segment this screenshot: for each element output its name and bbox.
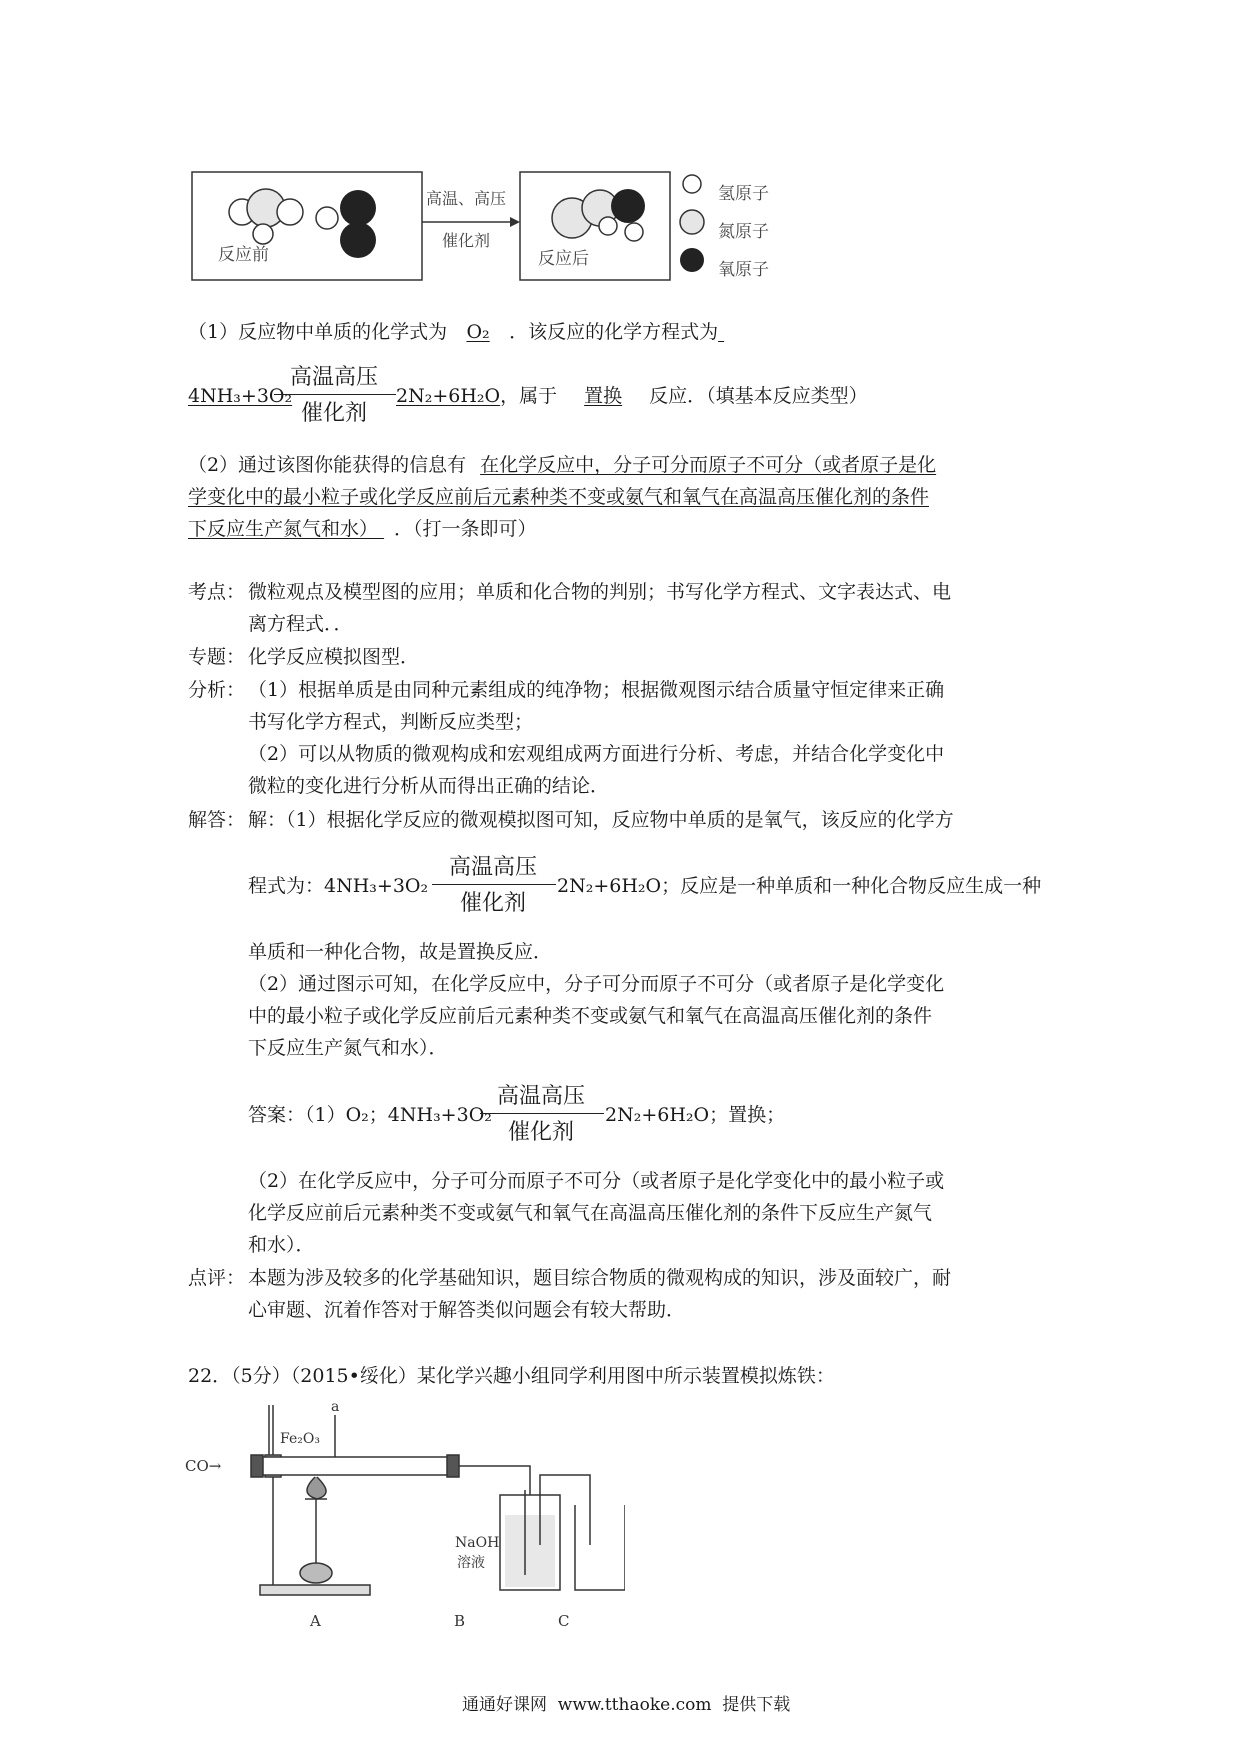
q1-cond-top: 高温高压 xyxy=(289,365,378,390)
glass-tube xyxy=(255,1457,455,1475)
apparatus-label-c: C xyxy=(558,1612,570,1630)
jieda-line6: 下反应生产氮气和水）． xyxy=(248,1037,448,1059)
jieda-label: 解答： xyxy=(188,809,246,831)
solution-label: 溶液 xyxy=(457,1555,485,1571)
legend-oxygen: 氧原子 xyxy=(718,260,769,280)
nitrogen-legend-icon xyxy=(680,210,704,234)
zhuanti-label: 专题： xyxy=(188,646,246,668)
hydrogen-atom xyxy=(625,223,643,241)
q1-eq-left: 4NH₃+3O₂ xyxy=(188,385,293,407)
fenxi-line2: 书写化学方程式，判断反应类型； xyxy=(248,711,534,733)
jieda-answer-cond-bottom: 催化剂 xyxy=(507,1120,574,1145)
q1-answer-type: 置换 xyxy=(584,385,623,407)
legend-hydrogen: 氢原子 xyxy=(718,184,769,204)
fe2o3-label: Fe₂O₃ xyxy=(280,1431,320,1447)
jieda-line4: （2）通过图示可知，在化学反应中，分子可分而原子不可分（或者原子是化学变化 xyxy=(248,973,945,995)
q2-line2: 学变化中的最小粒子或化学反应前后元素种类不变或氨气和氧气在高温高压催化剂的条件 xyxy=(188,486,930,508)
jieda-answer-suffix: 2N₂+6H₂O；置换； xyxy=(605,1104,786,1126)
oxygen-legend-icon xyxy=(680,248,704,272)
hydrogen-legend-icon xyxy=(683,175,701,193)
kaodian-label: 考点： xyxy=(188,581,246,603)
jieda-eq-prefix: 程式为：4NH₃+3O₂ xyxy=(248,875,429,897)
oxygen-atom xyxy=(340,222,376,258)
q2-line1: （2）通过该图你能获得的信息有 在化学反应中，分子可分而原子不可分（或者原子是化 xyxy=(188,454,937,476)
dianping-label: 点评： xyxy=(188,1267,246,1289)
hydrogen-atom xyxy=(253,224,273,244)
jieda-eq-bar xyxy=(432,884,556,885)
arrow-head-icon xyxy=(510,217,520,227)
jieda-line8: （2）在化学反应中，分子可分而原子不可分（或者原子是化学变化中的最小粒子或 xyxy=(248,1170,945,1192)
dianping-line1: 本题为涉及较多的化学基础知识，题目综合物质的微观构成的知识，涉及面较广，耐 xyxy=(248,1267,952,1289)
q1-eq-bar xyxy=(274,394,396,395)
legend-labels xyxy=(718,175,769,289)
dianping-line2: 心审题、沉着作答对于解答类似问题会有较大帮助． xyxy=(248,1299,686,1321)
page-footer: 通通好课网 www.tthaoke.com 提供下载 xyxy=(462,1695,791,1715)
fenxi-line3: （2）可以从物质的微观构成和宏观组成两方面进行分析、考虑，并结合化学变化中 xyxy=(248,743,945,765)
before-label: 反应前 xyxy=(218,245,269,265)
fenxi-label: 分析： xyxy=(188,679,246,701)
label-a-lower: a xyxy=(331,1399,340,1415)
jieda-line5: 中的最小粒子或化学反应前后元素种类不变或氨气和氧气在高温高压催化剂的条件 xyxy=(248,1005,933,1027)
jieda-cond-bottom: 催化剂 xyxy=(459,891,526,916)
q1-line1: （1）反应物中单质的化学式为 O₂ ．该反应的化学方程式为 xyxy=(188,321,719,343)
fenxi-line4: 微粒的变化进行分析从而得出正确的结论． xyxy=(248,775,610,797)
legend xyxy=(680,175,704,272)
jieda-line10: 和水）． xyxy=(248,1234,315,1256)
q22-heading: 22．（5分）（2015•绥化）某化学兴趣小组同学利用图中所示装置模拟炼铁： xyxy=(188,1365,835,1387)
pipe-to-b xyxy=(459,1466,530,1495)
q2-line3: 下反应生产氮气和水） ．（打一条即可） xyxy=(188,518,537,540)
jieda-eq-suffix: 2N₂+6H₂O；反应是一种单质和一种化合物反应生成一种 xyxy=(557,875,1042,897)
arrow-condition-bottom: 催化剂 xyxy=(441,231,491,250)
apparatus-label-a: A xyxy=(310,1612,321,1630)
jieda-answer-prefix: 答案：（1）O₂；4NH₃+3O₂ xyxy=(248,1104,492,1126)
oxygen-atom xyxy=(340,190,376,226)
flame xyxy=(307,1477,326,1499)
stand-base xyxy=(260,1585,370,1595)
reaction-diagram xyxy=(180,160,740,300)
naoh-label: NaOH xyxy=(455,1535,500,1551)
kaodian-line1: 微粒观点及模型图的应用；单质和化合物的判别；书写化学方程式、文字表达式、电 xyxy=(248,581,952,603)
oxygen-atom xyxy=(611,189,645,223)
jieda-answer-bar xyxy=(480,1113,604,1114)
apparatus-label-b: B xyxy=(454,1612,466,1630)
legend-nitrogen: 氮原子 xyxy=(718,222,769,242)
jieda-answer-cond-top: 高温高压 xyxy=(496,1084,585,1109)
jieda-line1: 解：（1）根据化学反应的微观模拟图可知，反应物中单质的是氧气，该反应的化学方 xyxy=(248,809,954,831)
naoh-liquid xyxy=(505,1515,555,1587)
jieda-line9: 化学反应前后元素种类不变或氨气和氧气在高温高压催化剂的条件下反应生产氮气 xyxy=(248,1202,933,1224)
q1-cond-bottom: 催化剂 xyxy=(300,401,367,426)
zhuanti-text: 化学反应模拟图型． xyxy=(248,646,420,668)
beaker-c xyxy=(575,1505,625,1590)
ironmaking-apparatus xyxy=(185,1395,625,1615)
kaodian-line2: 离方程式．． xyxy=(248,613,353,635)
hydrogen-atom xyxy=(277,199,303,225)
jieda-line3: 单质和一种化合物，故是置换反应． xyxy=(248,941,553,963)
q1-answer-formula: O₂ xyxy=(466,321,490,343)
q1-line2: 2N₂+6H₂O，属于 置换 反应．（填基本反应类型） xyxy=(396,385,868,407)
jieda-cond-top: 高温高压 xyxy=(448,855,537,880)
fenxi-line1: （1）根据单质是由同种元素组成的纯净物；根据微观图示结合质量守恒定律来正确 xyxy=(248,679,945,701)
alcohol-lamp xyxy=(300,1563,332,1583)
hydrogen-atom xyxy=(599,217,617,235)
co-inlet-label: CO→ xyxy=(185,1457,222,1475)
arrow-condition-top: 高温、高压 xyxy=(425,189,507,208)
hydrogen-atom xyxy=(316,207,338,229)
after-label: 反应后 xyxy=(538,249,589,269)
